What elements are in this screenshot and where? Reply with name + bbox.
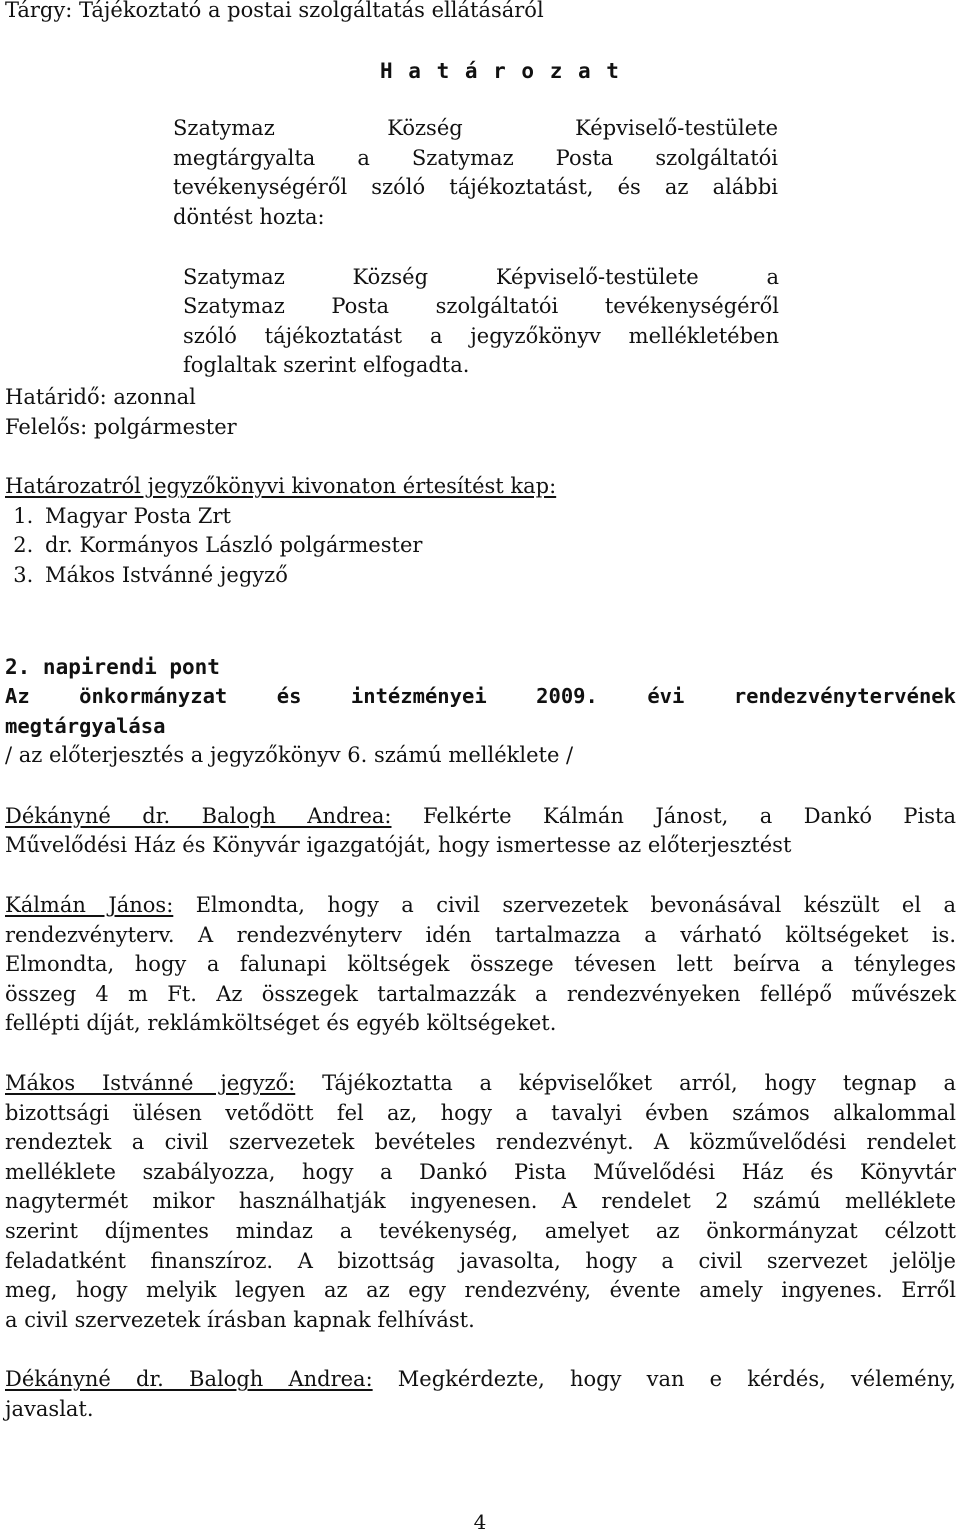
intro-paragraph [173,114,778,232]
statement-line: melléklete szabályozza, hogy a Dankó Pista Művelődési Ház és Könyvtár [5,1159,956,1184]
statement-line: bizottsági ülésen vetődött fel az, hogy a tavalyi évben számos alkalommal [5,1100,956,1125]
responsible: Felelős: polgármester [5,414,237,439]
intro-line: Szatymaz Község Képviselő-testülete [173,116,778,141]
speaker-name: Dékányné dr. Balogh Andrea: [5,1367,373,1392]
resolution-heading: H a t á r o z a t [380,58,621,83]
agenda-item [5,653,956,771]
resolution-meta [5,383,956,442]
intro-line: döntést hozta: [173,204,325,229]
agenda-number: 2. napirendi pont [5,654,220,679]
statement-line: rendezvényterv. A rendezvényterv idén tartalmazza a várható költségeket is. [5,922,956,947]
notification-header: Határozatról jegyzőkönyvi kivonaton értesítést kap: [5,474,557,499]
page-number: 4 [473,1510,487,1534]
notification-list [5,502,956,591]
resolution-line: szóló tájékoztatást a jegyzőkönyv mellékletében [183,323,779,348]
statement-text: Megkérdezte, hogy van e kérdés, vélemény, [372,1367,956,1392]
statement-line: Elmondta, hogy a falunapi költségek összege tévesen lett beírva a tényleges [5,952,956,977]
speaker-name: Dékányné dr. Balogh Andrea: [5,803,392,828]
notification-item: 2. dr. Kormányos László polgármester [40,531,956,561]
resolution-line: Szatymaz Község Képviselő-testülete a [183,264,779,289]
agenda-title: Az önkormányzat és intézményei 2009. évi rendezvénytervének [5,684,956,709]
intro-line: megtárgyalta a Szatymaz Posta szolgáltatói [173,145,778,170]
subject-line: Tárgy: Tájékoztató a postai szolgáltatás ellátásáról [5,0,544,22]
statement-line: a civil szervezetek írásban kapnak felhívást. [5,1307,475,1332]
agenda-title-continued: megtárgyalása [5,713,166,738]
statement-line: rendeztek a civil szervezetek bevételes rendezvényt. A közművelődési rendelet [5,1130,956,1155]
resolution-line: foglaltak szerint elfogadta. [183,353,470,378]
agenda-note: / az előterjesztés a jegyzőkönyv 6. számú melléklete / [5,743,574,768]
speaker-name: Kálmán János: [5,893,174,918]
notification-item: 1. Magyar Posta Zrt [40,502,956,532]
statement [5,891,956,1039]
notification-item: 3. Mákos Istvánné jegyző [40,561,956,591]
statement-line: összeg 4 m Ft. Az összegek tartalmazzák a rendezvényeken fellépő művészek [5,981,956,1006]
notification-block [5,472,956,590]
statement-line: Művelődési Ház és Könyvár igazgatóját, hogy ismertesse az előterjesztést [5,833,792,858]
document-page [5,0,956,1425]
statement-text: Tájékoztatta a képviselőket arról, hogy tegnap a [295,1071,956,1096]
deadline: Határidő: azonnal [5,384,196,409]
statement-line: nagytermét mikor használhatják ingyenesen. A rendelet 2 számú melléklete [5,1189,956,1214]
resolution-line: Szatymaz Posta szolgáltatói tevékenységéről [183,294,779,319]
statement-text: Elmondta, hogy a civil szervezetek bevonásával készült el a [173,893,956,918]
intro-line: tevékenységéről szóló tájékoztatást, és az alábbi [173,175,778,200]
statement-line: feladatként finanszíroz. A bizottság javasolta, hogy a civil szervezet jelölje [5,1248,956,1273]
statement-text: Felkérte Kálmán Jánost, a Dankó Pista [391,803,956,828]
speaker-name: Mákos Istvánné jegyző: [5,1071,296,1096]
statement-line: javaslat. [5,1396,94,1421]
resolution-text [183,263,779,381]
statement-line: fellépti díját, reklámköltséget és egyéb költségeket. [5,1011,557,1036]
statement-line: meg, hogy melyik legyen az az egy rendezvény, évente amely ingyenes. Erről [5,1278,956,1303]
statement [5,802,956,861]
statement-line: szerint díjmentes mindaz a tevékenység, amelyet az önkormányzat célzott [5,1219,956,1243]
statement [5,1365,956,1424]
statement [5,1069,956,1335]
